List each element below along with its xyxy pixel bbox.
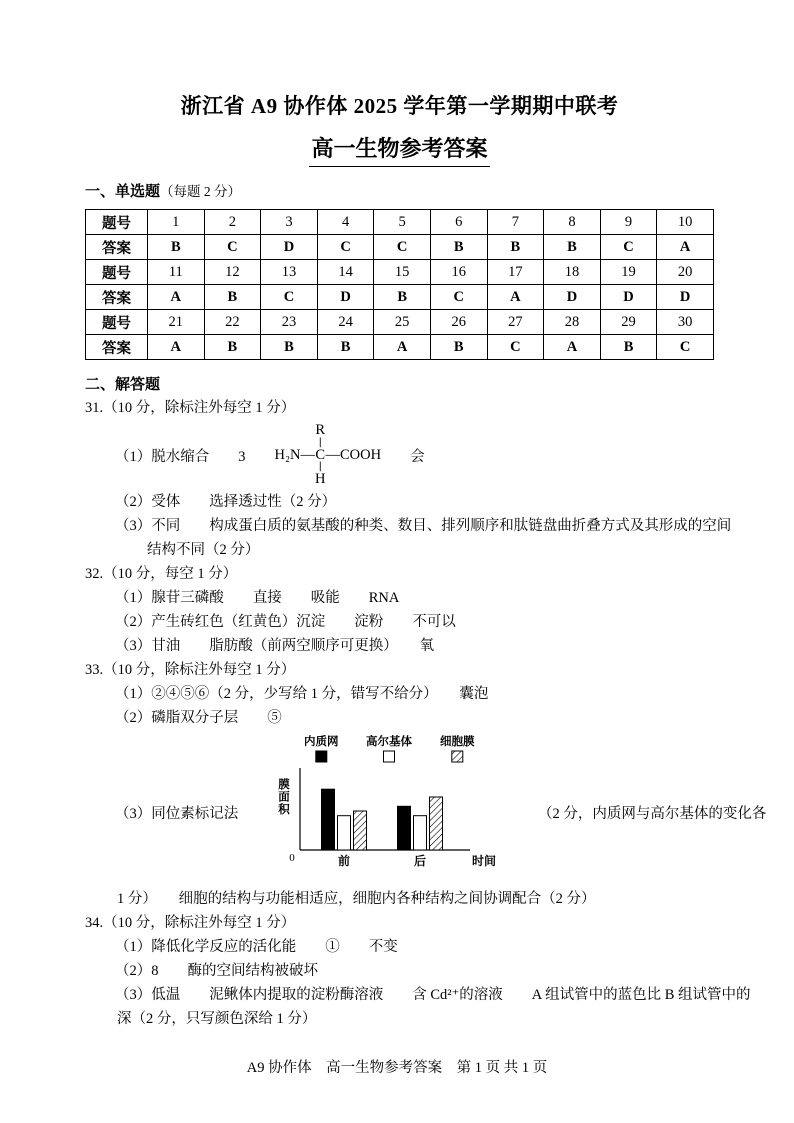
question-number-cell: 10 [657,210,714,235]
answer-cell: A [487,285,544,310]
question-number-cell: 25 [374,310,431,335]
question-number-cell: 11 [148,260,205,285]
answer-cell: C [657,335,714,360]
formula-amino-group: H₂N— [274,446,315,463]
answer-cell: B [430,235,487,260]
q31-item3: （3）不同 构成蛋白质的氨基酸的种类、数目、排列顺序和肽链盘曲折叠方式及其形成的空间 [115,518,732,535]
exam-title: 浙江省 A9 协作体 2025 学年第一学期期中联考 [180,94,619,118]
answer-row [86,285,714,310]
question-number-cell: 27 [487,310,544,335]
answer-cell: D [657,285,714,310]
q34-header: 34.（10 分，除标注外每空 1 分） [85,915,296,932]
svg-text:膜面积: 膜面积 [278,779,290,817]
q34-item3: （3）低温 泥鳅体内提取的淀粉酶溶液 含 Cd²⁺的溶液 A 组试管中的蓝色比 B 组试管中的 [115,987,751,1004]
question-number-cell: 23 [261,310,318,335]
question-number-cell: 9 [600,210,657,235]
row-label-cell: 题号 [86,260,148,285]
formula-bond-top: | [317,436,324,448]
answer-cell: A [544,335,601,360]
question-number-row [86,210,714,235]
section1-heading [85,181,714,203]
question-31 [85,396,732,562]
question-number-cell: 3 [261,210,318,235]
formula-carbon: C [315,446,326,463]
answer-cell: D [544,285,601,310]
svg-text:0: 0 [289,852,295,865]
svg-text:高尔基体: 高尔基体 [366,736,412,749]
answer-cell: C [600,235,657,260]
formula-hydrogen: H [315,471,326,488]
answer-table [85,209,714,360]
question-number-cell: 21 [148,310,205,335]
answer-cell: B [148,235,205,260]
question-33 [85,658,767,911]
membrane-area-bar-chart [270,732,506,887]
q33-item2: （2）磷脂双分子层 ⑤ [115,710,282,727]
question-32 [85,562,714,658]
section1-note: （每题 2 分） [160,184,242,199]
question-34 [85,911,751,1031]
answer-cell: D [261,235,318,260]
answer-cell: C [317,235,374,260]
question-number-cell: 12 [204,260,261,285]
answer-cell: C [430,285,487,310]
section1-title: 一、单选题 [85,184,161,200]
q33-item3-row [85,732,767,887]
answer-cell: B [261,335,318,360]
question-number-cell: 5 [374,210,431,235]
page-footer: A9 协作体 高一生物参考答案 第 1 页 共 1 页 [246,1060,548,1076]
question-number-cell: 8 [544,210,601,235]
formula-r-group: R [315,422,326,438]
answer-row [86,235,714,260]
q33-item1: （1）②④⑤⑥（2 分，少写给 1 分，错写不给分） 囊泡 [115,686,489,703]
answer-cell: C [374,235,431,260]
q31-item3-cont: 结构不同（2 分） [147,542,260,559]
row-label-cell: 答案 [86,285,148,310]
question-number-cell: 2 [204,210,261,235]
q31-item2: （2）受体 选择透过性（2 分） [115,494,337,511]
question-number-cell: 6 [430,210,487,235]
q32-item3: （3）甘油 脂肪酸（前两空顺序可更换） 氧 [115,638,434,655]
row-label-cell: 答案 [86,235,148,260]
question-number-cell: 22 [204,310,261,335]
answer-cell: C [204,235,261,260]
answer-cell: B [544,235,601,260]
question-number-cell: 13 [261,260,318,285]
answer-cell: A [374,335,431,360]
answer-cell: B [374,285,431,310]
amino-acid-structure [275,422,382,488]
question-number-cell: 4 [317,210,374,235]
q31-header: 31.（10 分，除标注外每空 1 分） [85,400,296,416]
answer-row [86,335,714,360]
answer-table-body [86,210,714,360]
answer-key-title: 高一生物参考答案 [309,132,489,167]
row-label-cell: 题号 [86,310,148,335]
q33-item3-cont: 1 分） 细胞的结构与功能相适应，细胞内各种结构之间协调配合（2 分） [117,891,596,908]
q34-item2: （2）8 酶的空间结构被破坏 [115,963,318,980]
q33-item3-score-note: （2 分，内质网与高尔基体的变化各 [538,806,767,823]
svg-text:细胞膜: 细胞膜 [440,736,475,749]
section2-title: 二、解答题 [85,377,161,393]
svg-text:时间: 时间 [472,854,497,869]
question-number-cell: 20 [657,260,714,285]
q32-header: 32.（10 分，每空 1 分） [85,566,238,583]
question-number-row [86,260,714,285]
q31-item1-prefix: （1）脱水缩合 3 [115,448,275,465]
answer-cell: D [317,285,374,310]
row-label-cell: 答案 [86,335,148,360]
question-number-cell: 18 [544,260,601,285]
question-number-row [86,310,714,335]
q34-item1: （1）降低化学反应的活化能 ① 不变 [115,939,398,956]
formula-carboxyl-group: —COOH [325,446,382,463]
svg-text:后: 后 [413,854,427,869]
q34-item3-cont: 深（2 分，只写颜色深给 1 分） [117,1011,317,1028]
q32-item2: （2）产生砖红色（红黄色）沉淀 淀粉 不可以 [115,614,456,631]
answer-cell: A [657,235,714,260]
svg-text:前: 前 [337,854,351,869]
answer-cell: C [261,285,318,310]
answer-cell: B [204,335,261,360]
question-number-cell: 1 [148,210,205,235]
answer-cell: B [600,335,657,360]
question-number-cell: 24 [317,310,374,335]
q33-item3-answer: （3）同位素标记法 [115,806,239,823]
q31-item1 [85,422,714,488]
answer-cell: B [430,335,487,360]
chart-svg [270,732,506,882]
question-number-cell: 28 [544,310,601,335]
question-number-cell: 16 [430,260,487,285]
question-number-cell: 14 [317,260,374,285]
svg-text:内质网: 内质网 [304,736,339,749]
answer-cell: D [600,285,657,310]
question-number-cell: 17 [487,260,544,285]
question-number-cell: 26 [430,310,487,335]
answer-cell: C [487,335,544,360]
answer-cell: B [317,335,374,360]
question-number-cell: 19 [600,260,657,285]
formula-bond-bottom: | [317,461,324,473]
answer-key-title-row [85,132,714,167]
answer-cell: A [148,335,205,360]
question-number-cell: 29 [600,310,657,335]
row-label-cell: 题号 [86,210,148,235]
answer-cell: A [148,285,205,310]
section2-heading [85,374,714,396]
question-number-cell: 30 [657,310,714,335]
answer-cell: B [204,285,261,310]
q33-header: 33.（10 分，除标注外每空 1 分） [85,662,296,679]
question-number-cell: 15 [374,260,431,285]
q31-item1-suffix: 会 [381,448,425,465]
answer-cell: B [487,235,544,260]
question-number-cell: 7 [487,210,544,235]
q32-item1: （1）腺苷三磷酸 直接 吸能 RNA [115,590,400,607]
